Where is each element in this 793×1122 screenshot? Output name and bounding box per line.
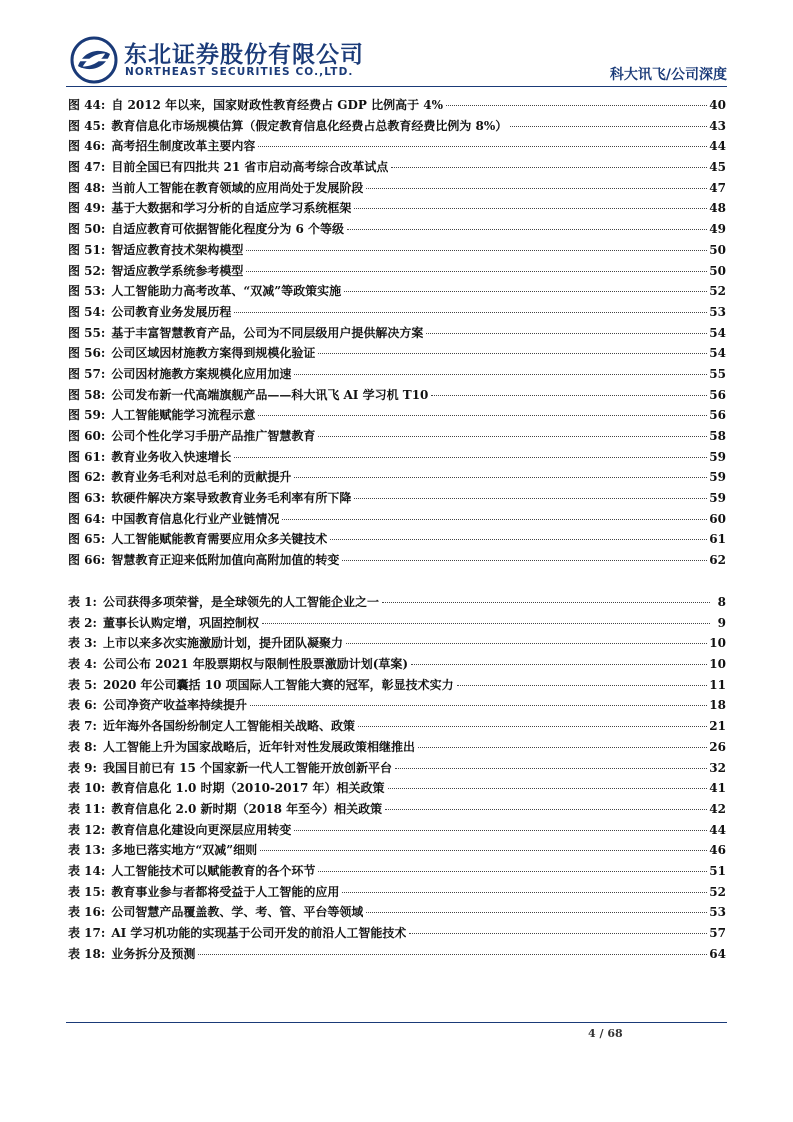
figure-index-item-title: 中国教育信息化行业产业链情况 (111, 511, 280, 526)
report-section-title: 科大讯飞/公司深度 (609, 67, 727, 83)
figure-index-item-title: 当前人工智能在教育领域的应用尚处于发展阶段 (111, 180, 364, 195)
table-index-item-number: 表 7: (68, 719, 97, 734)
dot-leader (426, 333, 707, 334)
figure-index-item-title: 基于丰富智慧教育产品，公司为不同层级用户提供解决方案 (111, 325, 424, 340)
table-index-item-number: 表 15: (68, 884, 106, 899)
table-index-item-number: 表 18: (68, 946, 106, 961)
figure-index-item-title: 教育业务收入快速增长 (111, 449, 232, 464)
figure-index-item-page: 54 (709, 325, 726, 340)
figure-index-item-page: 54 (709, 346, 726, 361)
figure-index-item-number: 图 54: (68, 304, 106, 319)
table-index-item[interactable] (68, 861, 726, 882)
company-name-en: NORTHEAST SECURITIES CO.,LTD. (125, 66, 354, 78)
figure-index-item-page: 50 (709, 263, 726, 278)
figure-index-item[interactable] (68, 405, 726, 426)
figure-index-item[interactable] (68, 343, 726, 364)
table-index-item-title: 近年海外各国纷纷制定人工智能相关战略、政策 (102, 719, 355, 734)
table-index-item-title: 董事长认购定增，巩固控制权 (102, 615, 259, 630)
figure-index-item-title: 公司个性化学习手册产品推广智慧教育 (111, 429, 316, 443)
table-index-item-number: 表 17: (68, 926, 106, 940)
figure-index-item[interactable] (68, 488, 726, 509)
figure-index-item-number: 图 51: (68, 242, 106, 257)
figure-index-item-number: 图 57: (68, 366, 106, 381)
figure-index-item[interactable] (68, 281, 726, 302)
dot-leader (318, 871, 707, 872)
table-index-item[interactable] (68, 820, 726, 841)
table-index-item[interactable] (68, 737, 726, 758)
table-index-item-number: 表 5: (68, 677, 97, 692)
figure-index-item-title: 高考招生制度改革主要内容 (111, 139, 256, 154)
figure-index-list (68, 95, 726, 571)
figure-index-item-page: 56 (709, 387, 726, 402)
figure-index-item-number: 图 53: (68, 284, 106, 299)
figure-index-item-page: 59 (709, 449, 726, 464)
figure-index-item-title: 公司区域因材施教方案得到规模化验证 (111, 346, 316, 361)
figure-index-item-number: 图 49: (68, 201, 106, 216)
figure-index-item-title: 智慧教育正迎来低附加值向高附加值的转变 (111, 553, 340, 568)
dot-leader (294, 477, 707, 478)
figure-index-item-title: 人工智能赋能学习流程示意 (111, 408, 256, 423)
dot-leader (318, 353, 707, 354)
figure-index-item-page: 56 (709, 408, 726, 423)
figure-index-item-number: 图 59: (68, 408, 106, 423)
dot-leader (246, 271, 707, 272)
figure-index-item[interactable] (68, 364, 726, 385)
dot-leader (234, 457, 707, 458)
table-index-item-page: 64 (709, 946, 726, 961)
footer-divider (66, 1022, 727, 1023)
table-index-item-page: 57 (709, 926, 726, 940)
table-index-item-page: 26 (709, 739, 726, 754)
dot-leader (510, 126, 707, 127)
table-index-item[interactable] (68, 882, 726, 903)
table-index-list (68, 592, 726, 964)
table-index-item-title: 公司智慧产品覆盖教、学、考、管、平台等领域 (111, 905, 364, 920)
figure-index-item-page: 59 (709, 470, 726, 485)
figure-index-item-page: 50 (709, 242, 726, 257)
table-index-item-title: 公司公布 2021 年股票期权与限制性股票激励计划(草案) (102, 657, 409, 672)
figure-index-item-number: 图 58: (68, 387, 106, 402)
dot-leader (457, 685, 708, 686)
figure-index-item-page: 53 (709, 304, 726, 319)
figure-index-item-title: 教育业务毛利对总毛利的贡献提升 (111, 470, 292, 485)
figure-index-item-title: 智适应教育技术架构模型 (111, 242, 244, 257)
table-index-item[interactable] (68, 902, 726, 923)
figure-index-item-number: 图 62: (68, 470, 106, 485)
table-index-item-title: 教育信息化 2.0 新时期（2018 年至今）相关政策 (111, 801, 383, 816)
dot-leader (411, 664, 707, 665)
dot-leader (246, 250, 707, 251)
table-index-item[interactable] (68, 613, 726, 634)
figure-index-item[interactable] (68, 467, 726, 488)
figure-index-item-number: 图 46: (68, 139, 106, 154)
figure-index-item-title: 自 2012 年以来，国家财政性教育经费占 GDP 比例高于 4% (111, 98, 444, 112)
dot-leader (346, 643, 707, 644)
dot-leader (409, 933, 707, 934)
table-index-item-title: 人工智能技术可以赋能教育的各个环节 (111, 863, 316, 878)
northeast-securities-logo-icon (70, 36, 118, 84)
table-index-item-title: 多地已落实地方“双减”细则 (111, 843, 258, 858)
dot-leader (388, 788, 708, 789)
figure-index-item[interactable] (68, 550, 726, 571)
table-index-item[interactable] (68, 695, 726, 716)
figure-index-item[interactable] (68, 240, 726, 261)
table-index-item-title: 人工智能上升为国家战略后，近年针对性发展政策相继推出 (102, 739, 415, 754)
table-index-item-page: 53 (709, 905, 726, 920)
table-index-item-title: 我国目前已有 15 个国家新一代人工智能开放创新平台 (102, 760, 393, 775)
figure-index-item-page: 61 (709, 532, 726, 547)
page-header (0, 0, 793, 100)
figure-index-item-number: 图 55: (68, 325, 106, 340)
dot-leader (342, 560, 707, 561)
figure-index-item-title: 公司教育业务发展历程 (111, 304, 232, 319)
figure-index-item-page: 44 (709, 139, 726, 154)
table-index-item-page: 10 (709, 657, 726, 672)
page-number: 4 / 68 (588, 1027, 623, 1040)
table-index-item-number: 表 13: (68, 843, 106, 858)
dot-leader (395, 768, 707, 769)
dot-leader (234, 312, 707, 313)
table-index-item-title: 教育信息化 1.0 时期（2010-2017 年）相关政策 (111, 781, 385, 796)
figure-index-item-number: 图 56: (68, 346, 106, 361)
figure-index-item[interactable] (68, 261, 726, 282)
figure-index-item-title: 智适应教学系统参考模型 (111, 263, 244, 278)
figure-index-item-page: 49 (709, 222, 726, 237)
table-index-item-page: 46 (709, 843, 726, 858)
figure-index-item[interactable] (68, 302, 726, 323)
header-divider (66, 86, 727, 87)
figure-index-item-number: 图 61: (68, 449, 106, 464)
table-index-item-number: 表 4: (68, 657, 97, 672)
table-index-item[interactable] (68, 592, 726, 613)
table-index-item-title: 教育事业参与者都将受益于人工智能的应用 (111, 884, 340, 899)
table-index-item-number: 表 3: (68, 636, 97, 651)
figure-index-item-page: 58 (709, 429, 726, 443)
figure-index-item[interactable] (68, 219, 726, 240)
figure-index-item-number: 图 65: (68, 532, 106, 547)
table-index-item-number: 表 8: (68, 739, 97, 754)
dot-leader (391, 167, 707, 168)
figure-index-item[interactable] (68, 447, 726, 468)
figure-index-item-number: 图 47: (68, 160, 106, 175)
dot-leader (382, 602, 710, 603)
figure-index-item[interactable] (68, 116, 726, 137)
table-index-item[interactable] (68, 778, 726, 799)
figure-index-item-page: 60 (709, 511, 726, 526)
figure-index-item-page: 55 (709, 366, 726, 381)
figure-index-item[interactable] (68, 323, 726, 344)
figure-index-item[interactable] (68, 95, 726, 116)
table-index-item-number: 表 14: (68, 863, 106, 878)
figure-index-item-page: 47 (709, 180, 726, 195)
figure-index-item-page: 52 (709, 284, 726, 299)
dot-leader (431, 395, 707, 396)
figure-index-item[interactable] (68, 529, 726, 550)
figure-index-item-page: 48 (709, 201, 726, 216)
table-index-item-page: 51 (709, 863, 726, 878)
figure-index-item-page: 59 (709, 491, 726, 506)
table-index-item-title: 教育信息化建设向更深层应用转变 (111, 822, 292, 837)
dot-leader (250, 705, 707, 706)
figure-index-item-title: 人工智能助力高考改革、“双减”等政策实施 (111, 284, 342, 299)
dot-leader (258, 146, 707, 147)
table-index-item-page: 10 (709, 636, 726, 651)
figure-index-item-page: 62 (709, 553, 726, 568)
figure-index-item-title: 公司发布新一代高端旗舰产品——科大讯飞 AI 学习机 T10 (111, 387, 429, 402)
figure-index-item-title: 公司因材施教方案规模化应用加速 (111, 366, 292, 381)
dot-leader (358, 726, 707, 727)
table-index-item-title: 业务拆分及预测 (111, 946, 196, 961)
dot-leader (347, 229, 707, 230)
dot-leader (258, 415, 707, 416)
figure-index-item-number: 图 60: (68, 429, 106, 443)
table-index-item-number: 表 6: (68, 698, 97, 713)
dot-leader (260, 850, 707, 851)
dot-leader (198, 954, 707, 955)
figure-index-item-title: 人工智能赋能教育需要应用众多关键技术 (111, 532, 328, 547)
figure-index-item-number: 图 44: (68, 98, 106, 112)
dot-leader (385, 809, 707, 810)
figure-index-item-page: 43 (709, 118, 726, 133)
table-index-item-title: AI 学习机功能的实现基于公司开发的前沿人工智能技术 (111, 926, 407, 940)
figure-index-item-number: 图 45: (68, 118, 106, 133)
table-index-item-number: 表 10: (68, 781, 106, 796)
dot-leader (262, 623, 710, 624)
figure-index-item-title: 基于大数据和学习分析的自适应学习系统框架 (111, 201, 352, 216)
table-index-item[interactable] (68, 675, 726, 696)
table-index-item[interactable] (68, 944, 726, 965)
table-index-item-number: 表 11: (68, 801, 106, 816)
dot-leader (342, 892, 707, 893)
dot-leader (318, 436, 707, 437)
dot-leader (282, 519, 707, 520)
figure-index-item[interactable] (68, 385, 726, 406)
table-index-item[interactable] (68, 654, 726, 675)
dot-leader (354, 208, 707, 209)
figure-index-item-number: 图 63: (68, 491, 106, 506)
figure-index-item-number: 图 48: (68, 180, 106, 195)
figure-index-item[interactable] (68, 178, 726, 199)
dot-leader (366, 188, 707, 189)
table-index-item-page: 18 (709, 698, 726, 713)
table-index-item-page: 52 (709, 884, 726, 899)
figure-index-item-number: 图 64: (68, 511, 106, 526)
figure-index-item-title: 软硬件解决方案导致教育业务毛利率有所下降 (111, 491, 352, 506)
dot-leader (366, 912, 707, 913)
table-index-item-number: 表 9: (68, 760, 97, 775)
table-index-item-title: 2020 年公司囊括 10 项国际人工智能大赛的冠军，彰显技术实力 (102, 677, 454, 692)
table-index-item[interactable] (68, 799, 726, 820)
figure-index-item[interactable] (68, 509, 726, 530)
table-index-item-page: 21 (709, 719, 726, 734)
figure-index-item-number: 图 50: (68, 222, 106, 237)
figure-index-item-number: 图 66: (68, 553, 106, 568)
table-index-item[interactable] (68, 840, 726, 861)
figure-index-item[interactable] (68, 426, 726, 447)
company-name-cn: 东北证券股份有限公司 (124, 42, 364, 68)
table-index-item-page: 9 (717, 615, 726, 630)
table-index-item-title: 上市以来多次实施激励计划，提升团队凝聚力 (102, 636, 343, 651)
table-index-item-page: 32 (709, 760, 726, 775)
dot-leader (294, 374, 707, 375)
dot-leader (418, 747, 707, 748)
table-index-item-page: 42 (709, 801, 726, 816)
figure-index-item-page: 45 (709, 160, 726, 175)
table-index-item-page: 8 (717, 595, 726, 609)
table-index-item-title: 公司净资产收益率持续提升 (102, 698, 247, 713)
figure-index-item[interactable] (68, 198, 726, 219)
figure-index-item-title: 自适应教育可依据智能化程度分为 6 个等级 (111, 222, 345, 237)
table-index-item[interactable] (68, 633, 726, 654)
table-index-item[interactable] (68, 716, 726, 737)
dot-leader (294, 830, 707, 831)
figure-index-item[interactable] (68, 136, 726, 157)
table-index-item-page: 11 (709, 677, 726, 692)
figure-index-item[interactable] (68, 157, 726, 178)
dot-leader (344, 291, 707, 292)
figure-index-item-title: 目前全国已有四批共 21 省市启动高考综合改革试点 (111, 160, 389, 175)
figure-index-item-title: 教育信息化市场规模估算（假定教育信息化经费占总教育经费比例为 8%） (111, 118, 508, 133)
table-index-item-page: 41 (709, 781, 726, 796)
dot-leader (446, 105, 707, 106)
table-index-item[interactable] (68, 923, 726, 944)
table-index-item-title: 公司获得多项荣誉，是全球领先的人工智能企业之一 (102, 595, 379, 609)
table-index-item-page: 44 (709, 822, 726, 837)
table-index-item-number: 表 1: (68, 595, 97, 609)
figure-index-item-number: 图 52: (68, 263, 106, 278)
table-index-item-number: 表 2: (68, 615, 97, 630)
table-index-item[interactable] (68, 758, 726, 779)
dot-leader (330, 539, 707, 540)
table-index-item-number: 表 12: (68, 822, 106, 837)
dot-leader (354, 498, 707, 499)
table-index-item-number: 表 16: (68, 905, 106, 920)
figure-index-item-page: 40 (709, 98, 726, 112)
